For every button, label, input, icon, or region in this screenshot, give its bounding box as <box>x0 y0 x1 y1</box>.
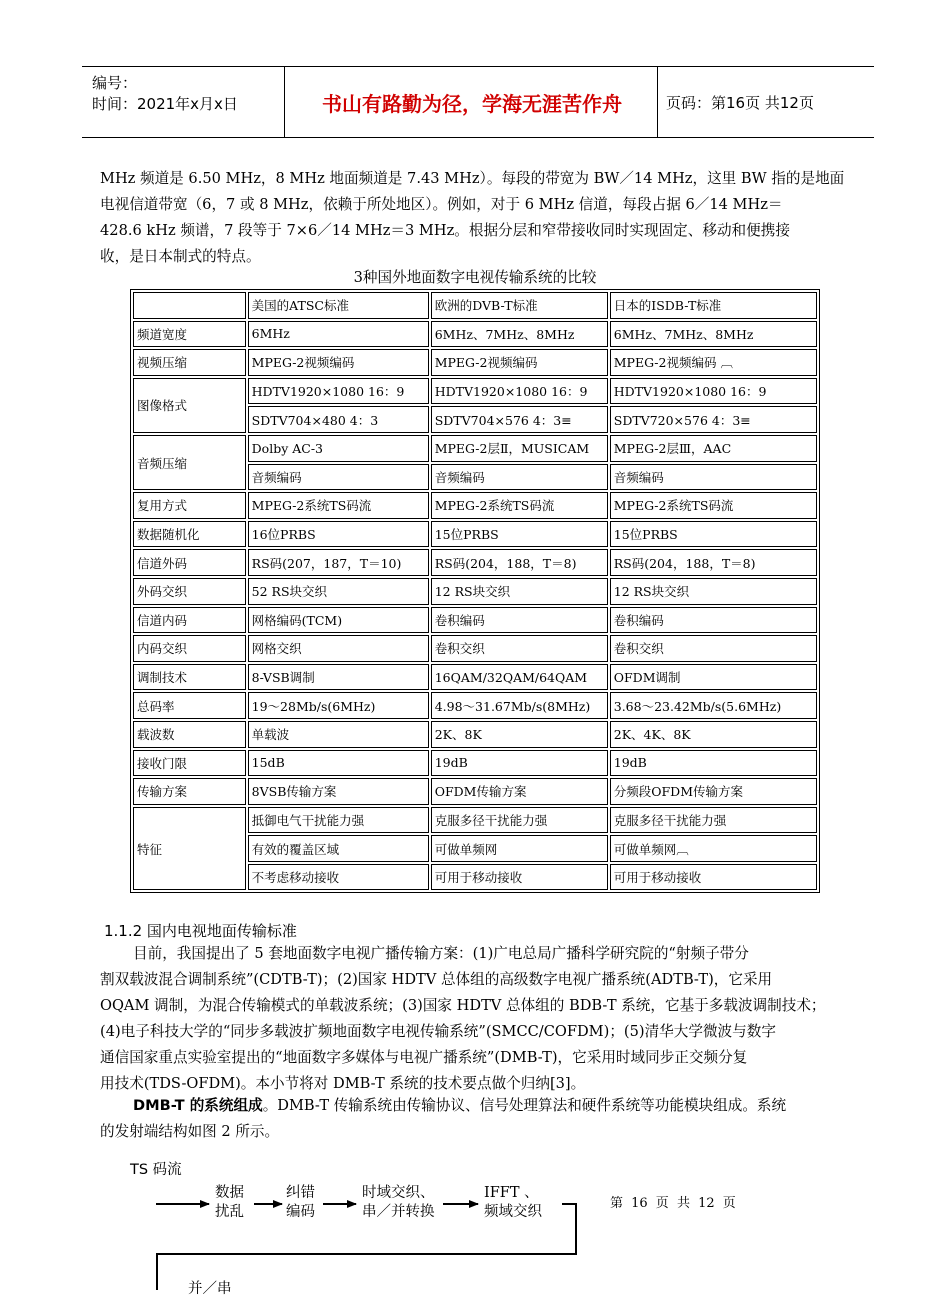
table-cell: 19～28Mb/s(6MHz) <box>248 692 429 719</box>
table-cell: 4.98～31.67Mb/s(8MHz) <box>431 692 608 719</box>
block-label: 编码 <box>286 1204 315 1220</box>
row-label: 信道外码 <box>133 549 246 576</box>
table-cell: 12 RS块交织 <box>610 578 817 605</box>
block-label: 频域交织 <box>484 1204 542 1220</box>
row-label: 外码交织 <box>133 578 246 605</box>
block-label: 时域交织、 <box>362 1185 435 1201</box>
table-cell: OFDM调制 <box>610 664 817 691</box>
table-cell: 15dB <box>248 750 429 777</box>
table-cell: 单载波 <box>248 721 429 748</box>
text-line: MHz 频道是 6.50 MHz，8 MHz 地面频道是 7.43 MHz）。每段的带宽为 BW／14 MHz，这里 BW 指的是地面 <box>100 170 845 187</box>
text-span: 。DMB-T 传输系统由传输协议、信号处理算法和硬件系统等功能模块组成。系统 <box>262 1097 787 1114</box>
bold-lead: DMB-T 的系统组成 <box>133 1097 263 1114</box>
table-cell: HDTV1920×1080 16：9 <box>248 378 429 405</box>
table-cell: 52 RS块交织 <box>248 578 429 605</box>
header-motto: 书山有路勤为径，学海无涯苦作舟 <box>322 91 622 116</box>
section-heading: 1.1.2 国内电视地面传输标准 <box>104 922 297 940</box>
number-label: 编号： <box>92 74 138 92</box>
table-cell: 可用于移动接收 <box>610 864 817 891</box>
block-label: 纠错 <box>286 1185 315 1201</box>
table-cell: RS码(204，188，T＝8) <box>610 549 817 576</box>
table-cell: 音频编码 <box>610 464 817 491</box>
table-cell: 克服多径干扰能力强 <box>610 807 817 834</box>
table-cell: Dolby AC-3 <box>248 435 429 462</box>
table-cell: 19dB <box>431 750 608 777</box>
table-cell: 2K、8K <box>431 721 608 748</box>
table-cell: 可做单频网︹ <box>610 835 817 862</box>
time-label: 时间：2021年x月x日 <box>92 95 238 113</box>
table-cell: 音频编码 <box>431 464 608 491</box>
text-line: 用技术(TDS-OFDM)。本小节将对 DMB-T 系统的技术要点做个归纳[3]。 <box>100 1075 586 1092</box>
table-cell: 16QAM/32QAM/64QAM <box>431 664 608 691</box>
table-cell: 3.68～23.42Mb/s(5.6MHz) <box>610 692 817 719</box>
table-cell: 抵御电气干扰能力强 <box>248 807 429 834</box>
text-line: 目前，我国提出了 5 套地面数字电视广播传输方案：(1)广电总局广播科学研究院的“射频子带分 <box>133 945 749 962</box>
table-cell: HDTV1920×1080 16：9 <box>610 378 817 405</box>
text-line: (4)电子科技大学的“同步多载波扩频地面数字电视传输系统”(SMCC/COFDM)；(5)清华大学微波与数字 <box>100 1023 776 1040</box>
block-error-coding <box>286 1184 315 1222</box>
table-cell: MPEG-2层Ⅲ，AAC <box>610 435 817 462</box>
table-cell: 卷积编码 <box>431 607 608 634</box>
table-cell: 音频编码 <box>248 464 429 491</box>
block-time-interleave <box>362 1184 435 1222</box>
table-cell: 卷积编码 <box>610 607 817 634</box>
table-cell: RS码(207，187，T＝10) <box>248 549 429 576</box>
row-label: 频道宽度 <box>133 321 246 348</box>
row-label: 复用方式 <box>133 492 246 519</box>
table-cell: MPEG-2视频编码 ︹ <box>610 349 817 376</box>
table-cell: 2K、4K、8K <box>610 721 817 748</box>
block-data-scrambling <box>215 1184 244 1222</box>
table-cell: 6MHz <box>248 321 429 348</box>
table-cell: RS码(204，188，T＝8) <box>431 549 608 576</box>
table-cell: 克服多径干扰能力强 <box>431 807 608 834</box>
table-cell: 分频段OFDM传输方案 <box>610 778 817 805</box>
text-line: 割双载波混合调制系统”(CDTB-T)；(2)国家 HDTV 总体组的高级数字电视广播系统(ADTB-T)，它采用 <box>100 971 773 988</box>
table-cell: 卷积交织 <box>431 635 608 662</box>
table-caption: 3种国外地面数字电视传输系统的比较 <box>353 269 597 286</box>
table-cell: MPEG-2系统TS码流 <box>248 492 429 519</box>
table-cell: OFDM传输方案 <box>431 778 608 805</box>
table-cell: 12 RS块交织 <box>431 578 608 605</box>
table-cell: 15位PRBS <box>431 521 608 548</box>
table-cell: 6MHz、7MHz、8MHz <box>610 321 817 348</box>
table-cell: 可做单频网 <box>431 835 608 862</box>
table-cell: MPEG-2视频编码 <box>431 349 608 376</box>
row-label: 音频压缩 <box>133 435 246 490</box>
table-cell: 6MHz、7MHz、8MHz <box>431 321 608 348</box>
block-label: 数据 <box>215 1185 244 1201</box>
table-cell: 8-VSB调制 <box>248 664 429 691</box>
block-label: 扰乱 <box>215 1204 244 1220</box>
row-label: 图像格式 <box>133 378 246 433</box>
row-label: 接收门限 <box>133 750 246 777</box>
row-label: 传输方案 <box>133 778 246 805</box>
text-line: 电视信道带宽（6，7 或 8 MHz，依赖于所处地区）。例如，对于 6 MHz 信道，每段占据 6／14 MHz＝ <box>100 196 783 213</box>
table-cell: SDTV704×480 4：3 <box>248 406 429 433</box>
block-ifft <box>484 1184 542 1222</box>
table-cell: 网格交织 <box>248 635 429 662</box>
table-cell: MPEG-2层Ⅱ，MUSICAM <box>431 435 608 462</box>
table-cell: MPEG-2系统TS码流 <box>610 492 817 519</box>
table-cell: MPEG-2视频编码 <box>248 349 429 376</box>
block-label: 串／并转换 <box>362 1204 435 1220</box>
block-parallel-serial: 并／串 <box>188 1281 232 1297</box>
table-cell: 8VSB传输方案 <box>248 778 429 805</box>
row-label: 调制技术 <box>133 664 246 691</box>
table-cell: 卷积交织 <box>610 635 817 662</box>
row-label: 特征 <box>133 807 246 891</box>
table-cell: 15位PRBS <box>610 521 817 548</box>
row-label: 数据随机化 <box>133 521 246 548</box>
table-cell: SDTV704×576 4：3≡ <box>431 406 608 433</box>
row-label: 总码率 <box>133 692 246 719</box>
footer-page-number: 第 16 页 共 12 页 <box>610 1196 736 1211</box>
block-label: IFFT 、 <box>484 1185 539 1201</box>
table-cell: 有效的覆盖区域 <box>248 835 429 862</box>
header-cell: 日本的ISDB-T标准 <box>610 292 817 319</box>
text-line: 通信国家重点实验室提出的“地面数字多媒体与电视广播系统”(DMB-T)，它采用时域同步正交频分复 <box>100 1049 748 1066</box>
table-cell: 可用于移动接收 <box>431 864 608 891</box>
table-cell: 19dB <box>610 750 817 777</box>
table-cell: HDTV1920×1080 16：9 <box>431 378 608 405</box>
header-cell: 欧洲的DVB-T标准 <box>431 292 608 319</box>
table-cell: 16位PRBS <box>248 521 429 548</box>
text-line: 428.6 kHz 频谱，7 段等于 7×6／14 MHz＝3 MHz。根据分层和窄带接收同时实现固定、移动和便携接 <box>100 222 790 239</box>
row-label: 载波数 <box>133 721 246 748</box>
row-label: 信道内码 <box>133 607 246 634</box>
text-line: OQAM 调制，为混合传输模式的单载波系统；(3)国家 HDTV 总体组的 BDB-T 系统，它基于多载波调制技术； <box>100 997 826 1014</box>
header-cell: 美国的ATSC标准 <box>248 292 429 319</box>
text-line: 收，是日本制式的特点。 <box>100 248 261 265</box>
row-label: 视频压缩 <box>133 349 246 376</box>
table-cell: MPEG-2系统TS码流 <box>431 492 608 519</box>
ts-stream-label: TS 码流 <box>130 1162 182 1178</box>
header-page-label: 页码：第16页 共12页 <box>666 94 814 112</box>
text-line: 的发射端结构如图 2 所示。 <box>100 1123 280 1140</box>
row-label: 内码交织 <box>133 635 246 662</box>
table-cell: 不考虑移动接收 <box>248 864 429 891</box>
table-cell: 网格编码(TCM) <box>248 607 429 634</box>
table-cell: SDTV720×576 4：3≡ <box>610 406 817 433</box>
